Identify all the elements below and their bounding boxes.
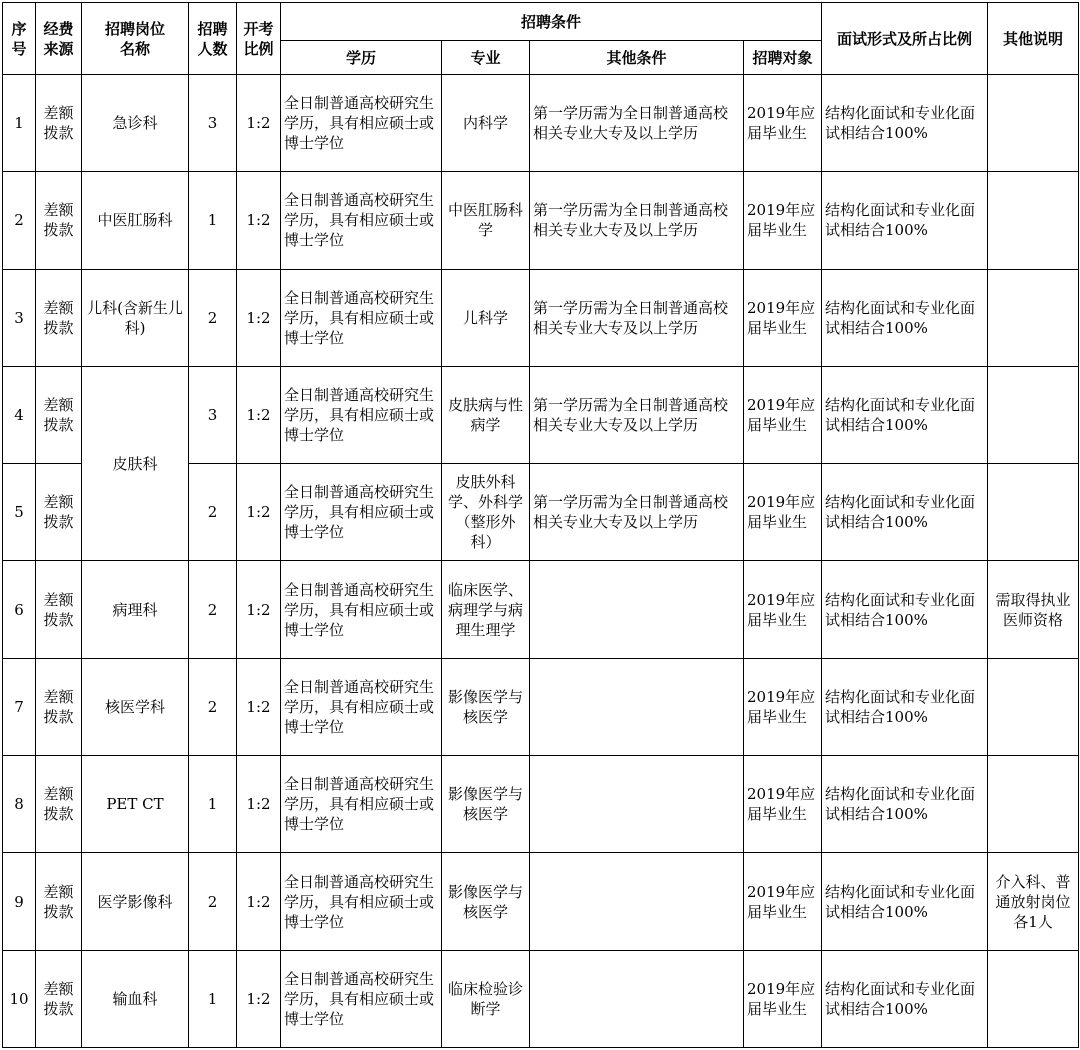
cell-target: 2019年应届毕业生 [744, 756, 822, 853]
cell-funding: 差额 拨款 [36, 269, 82, 366]
cell-target: 2019年应届毕业生 [744, 75, 822, 172]
cell-major: 影像医学与核医学 [442, 658, 530, 755]
cell-position: 医学影像科 [82, 853, 189, 950]
cell-notes: 介入科、普通放射岗位各1人 [988, 853, 1079, 950]
header-funding: 经费 来源 [36, 3, 82, 75]
cell-target: 2019年应届毕业生 [744, 366, 822, 463]
cell-seq: 7 [3, 658, 36, 755]
cell-seq: 6 [3, 561, 36, 658]
header-notes: 其他说明 [988, 3, 1079, 75]
cell-major: 皮肤病与性病学 [442, 366, 530, 463]
cell-major: 临床检验诊断学 [442, 950, 530, 1047]
cell-funding: 差额 拨款 [36, 75, 82, 172]
cell-count: 1 [189, 756, 237, 853]
cell-interview: 结构化面试和专业化面试相结合100% [822, 756, 988, 853]
table-row [3, 75, 1079, 172]
cell-position: 核医学科 [82, 658, 189, 755]
header-seq: 序 号 [3, 3, 36, 75]
cell-ratio: 1:2 [237, 561, 281, 658]
cell-seq: 2 [3, 172, 36, 269]
cell-funding: 差额 拨款 [36, 658, 82, 755]
recruitment-table [2, 2, 1079, 1048]
cell-position: 儿科(含新生儿科) [82, 269, 189, 366]
cell-interview: 结构化面试和专业化面试相结合100% [822, 75, 988, 172]
table-row [3, 172, 1079, 269]
header-interview: 面试形式及所占比例 [822, 3, 988, 75]
cell-major: 儿科学 [442, 269, 530, 366]
cell-education: 全日制普通高校研究生学历，具有相应硕士或博士学位 [281, 853, 442, 950]
cell-count: 3 [189, 75, 237, 172]
cell-education: 全日制普通高校研究生学历，具有相应硕士或博士学位 [281, 950, 442, 1047]
header-ratio: 开考 比例 [237, 3, 281, 75]
cell-education: 全日制普通高校研究生学历，具有相应硕士或博士学位 [281, 561, 442, 658]
header-major: 专业 [442, 41, 530, 75]
cell-interview: 结构化面试和专业化面试相结合100% [822, 464, 988, 561]
cell-position: 中医肛肠科 [82, 172, 189, 269]
cell-other-conditions [530, 756, 744, 853]
cell-position: 输血科 [82, 950, 189, 1047]
cell-funding: 差额 拨款 [36, 561, 82, 658]
cell-target: 2019年应届毕业生 [744, 269, 822, 366]
cell-ratio: 1:2 [237, 853, 281, 950]
cell-notes [988, 464, 1079, 561]
cell-seq: 4 [3, 366, 36, 463]
cell-seq: 5 [3, 464, 36, 561]
cell-interview: 结构化面试和专业化面试相结合100% [822, 658, 988, 755]
cell-count: 1 [189, 950, 237, 1047]
cell-target: 2019年应届毕业生 [744, 950, 822, 1047]
cell-seq: 8 [3, 756, 36, 853]
cell-count: 2 [189, 464, 237, 561]
cell-major: 内科学 [442, 75, 530, 172]
cell-target: 2019年应届毕业生 [744, 464, 822, 561]
cell-count: 2 [189, 269, 237, 366]
header-position: 招聘岗位 名称 [82, 3, 189, 75]
table-row [3, 561, 1079, 658]
header-conditions: 招聘条件 [281, 3, 822, 41]
cell-other-conditions: 第一学历需为全日制普通高校相关专业大专及以上学历 [530, 366, 744, 463]
cell-ratio: 1:2 [237, 658, 281, 755]
cell-major: 影像医学与核医学 [442, 853, 530, 950]
cell-count: 1 [189, 172, 237, 269]
cell-notes [988, 658, 1079, 755]
cell-notes [988, 366, 1079, 463]
cell-notes [988, 75, 1079, 172]
cell-funding: 差额 拨款 [36, 464, 82, 561]
cell-target: 2019年应届毕业生 [744, 658, 822, 755]
cell-other-conditions: 第一学历需为全日制普通高校相关专业大专及以上学历 [530, 269, 744, 366]
cell-major: 临床医学、病理学与病理生理学 [442, 561, 530, 658]
cell-target: 2019年应届毕业生 [744, 853, 822, 950]
cell-education: 全日制普通高校研究生学历，具有相应硕士或博士学位 [281, 366, 442, 463]
cell-education: 全日制普通高校研究生学历，具有相应硕士或博士学位 [281, 75, 442, 172]
cell-ratio: 1:2 [237, 366, 281, 463]
table-row [3, 756, 1079, 853]
cell-major: 中医肛肠科学 [442, 172, 530, 269]
cell-target: 2019年应届毕业生 [744, 172, 822, 269]
table-row [3, 366, 1079, 463]
cell-notes [988, 269, 1079, 366]
cell-education: 全日制普通高校研究生学历，具有相应硕士或博士学位 [281, 269, 442, 366]
cell-other-conditions [530, 561, 744, 658]
cell-ratio: 1:2 [237, 75, 281, 172]
cell-major: 皮肤外科学、外科学（整形外科） [442, 464, 530, 561]
table-row [3, 853, 1079, 950]
cell-interview: 结构化面试和专业化面试相结合100% [822, 950, 988, 1047]
cell-education: 全日制普通高校研究生学历，具有相应硕士或博士学位 [281, 756, 442, 853]
cell-seq: 1 [3, 75, 36, 172]
cell-position: 病理科 [82, 561, 189, 658]
cell-ratio: 1:2 [237, 269, 281, 366]
cell-ratio: 1:2 [237, 172, 281, 269]
cell-other-conditions: 第一学历需为全日制普通高校相关专业大专及以上学历 [530, 464, 744, 561]
cell-interview: 结构化面试和专业化面试相结合100% [822, 269, 988, 366]
cell-position: PET CT [82, 756, 189, 853]
cell-notes: 需取得执业医师资格 [988, 561, 1079, 658]
header-target: 招聘对象 [744, 41, 822, 75]
table-row [3, 269, 1079, 366]
cell-seq: 10 [3, 950, 36, 1047]
header-other-conditions: 其他条件 [530, 41, 744, 75]
cell-education: 全日制普通高校研究生学历，具有相应硕士或博士学位 [281, 464, 442, 561]
cell-interview: 结构化面试和专业化面试相结合100% [822, 561, 988, 658]
cell-other-conditions [530, 658, 744, 755]
cell-notes [988, 756, 1079, 853]
cell-ratio: 1:2 [237, 756, 281, 853]
table-row [3, 658, 1079, 755]
cell-other-conditions [530, 853, 744, 950]
cell-target: 2019年应届毕业生 [744, 561, 822, 658]
cell-interview: 结构化面试和专业化面试相结合100% [822, 366, 988, 463]
cell-position: 皮肤科 [82, 366, 189, 561]
cell-funding: 差额 拨款 [36, 172, 82, 269]
cell-count: 2 [189, 561, 237, 658]
cell-seq: 9 [3, 853, 36, 950]
cell-interview: 结构化面试和专业化面试相结合100% [822, 172, 988, 269]
cell-funding: 差额 拨款 [36, 756, 82, 853]
table-row [3, 950, 1079, 1047]
cell-interview: 结构化面试和专业化面试相结合100% [822, 853, 988, 950]
cell-funding: 差额 拨款 [36, 366, 82, 463]
cell-other-conditions [530, 950, 744, 1047]
cell-notes [988, 950, 1079, 1047]
cell-count: 2 [189, 853, 237, 950]
cell-other-conditions: 第一学历需为全日制普通高校相关专业大专及以上学历 [530, 172, 744, 269]
cell-ratio: 1:2 [237, 464, 281, 561]
cell-funding: 差额 拨款 [36, 853, 82, 950]
cell-count: 2 [189, 658, 237, 755]
cell-other-conditions: 第一学历需为全日制普通高校相关专业大专及以上学历 [530, 75, 744, 172]
cell-notes [988, 172, 1079, 269]
cell-major: 影像医学与核医学 [442, 756, 530, 853]
cell-position: 急诊科 [82, 75, 189, 172]
cell-funding: 差额 拨款 [36, 950, 82, 1047]
cell-count: 3 [189, 366, 237, 463]
cell-education: 全日制普通高校研究生学历，具有相应硕士或博士学位 [281, 172, 442, 269]
header-count: 招聘 人数 [189, 3, 237, 75]
header-education: 学历 [281, 41, 442, 75]
cell-seq: 3 [3, 269, 36, 366]
cell-ratio: 1:2 [237, 950, 281, 1047]
cell-education: 全日制普通高校研究生学历，具有相应硕士或博士学位 [281, 658, 442, 755]
